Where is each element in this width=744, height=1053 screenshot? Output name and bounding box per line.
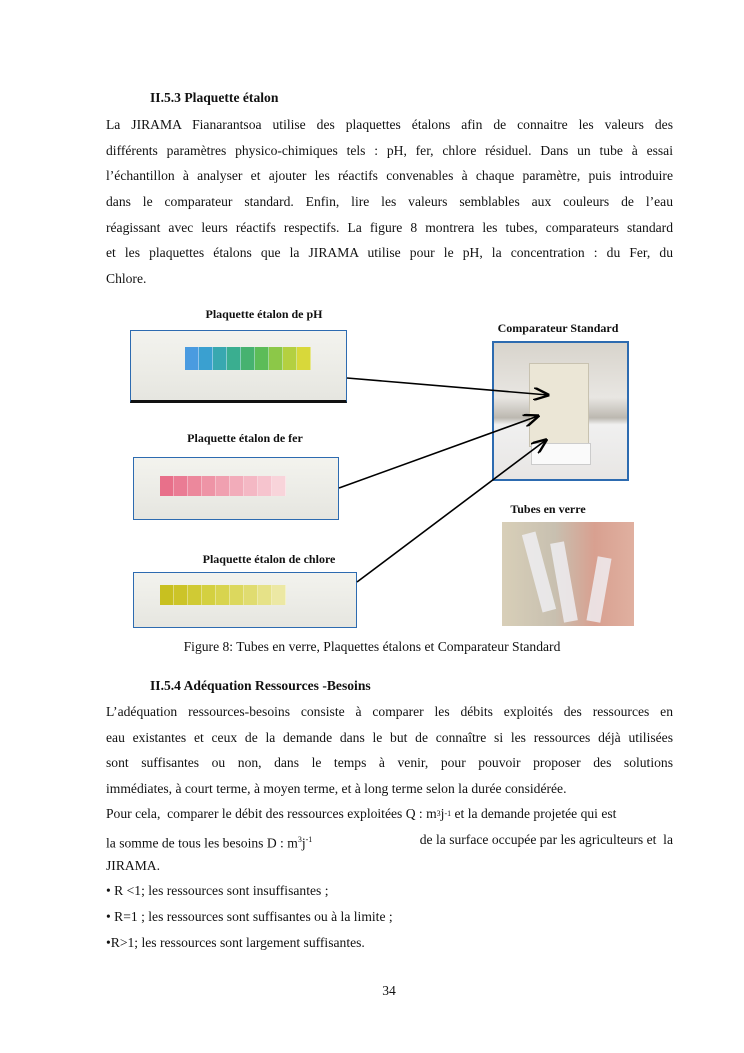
superscript: -1 — [444, 809, 452, 818]
paragraph-line: eau existantes et ceux de la demande dans le but de connaître si les ressources déjà utilisées — [106, 730, 673, 745]
text: j — [301, 835, 306, 851]
superscript: -1 — [305, 835, 313, 844]
paragraph-line: Chlore. — [106, 271, 147, 286]
label-chlore: Plaquette étalon de chlore — [202, 552, 336, 566]
paragraph-line: l’échantillon à analyser et ajouter les réactifs convenables à chaque paramètre, puis introduire — [106, 168, 673, 183]
label-tubes: Tubes en verre — [510, 502, 586, 516]
paragraph-line: et les plaquettes étalons que la JIRAMA utilise pour le pH, la concentration : du Fer, du — [106, 245, 673, 260]
label-comparateur: Comparateur Standard — [497, 321, 619, 335]
paragraph-line: réagissant avec leurs réactifs respectifs. La figure 8 montrera les tubes, comparateurs standard — [106, 220, 673, 235]
figure-caption: Figure 8: Tubes en verre, Plaquettes étalons et Comparateur Standard — [183, 639, 561, 654]
text: la somme de tous les besoins D : m — [106, 835, 298, 851]
superscript: 3 — [436, 809, 441, 818]
arrow-ph — [347, 378, 548, 395]
section-heading: II.5.3 Plaquette étalon — [150, 90, 279, 105]
paragraph-line: sont suffisantes ou non, dans le temps à venir, pour pouvoir proposer des solutions — [106, 755, 673, 770]
section-heading: II.5.4 Adéquation Ressources -Besoins — [150, 678, 371, 693]
bullet-item: • R=1 ; les ressources sont suffisantes ou à la limite ; — [106, 909, 393, 924]
paragraph-line: L’adéquation ressources-besoins consiste à comparer les débits exploités des ressources en — [106, 704, 673, 719]
text: de la surface occupée par les agriculteurs et la — [416, 832, 673, 847]
paragraph-line: différents paramètres physico-chimiques tels : pH, fer, chlore résiduel. Dans un tube à essai — [106, 143, 673, 158]
label-fer: Plaquette étalon de fer — [187, 431, 303, 445]
paragraph-line: La JIRAMA Fianarantsoa utilise des plaquettes étalons afin de connaitre les valeurs des — [106, 117, 673, 132]
bullet-item: •R>1; les ressources sont largement suffisantes. — [106, 935, 365, 950]
label-ph: Plaquette étalon de pH — [205, 307, 323, 321]
text: Pour cela, comparer le débit des ressources exploitées Q : m — [106, 806, 437, 821]
text: et la demande projetée qui est — [451, 806, 617, 821]
paragraph-line: JIRAMA. — [106, 858, 161, 873]
page-number: 34 — [382, 983, 396, 998]
paragraph-line — [106, 832, 673, 852]
bullet-item: • R <1; les ressources sont insuffisantes ; — [106, 883, 329, 898]
paragraph-line — [106, 806, 673, 822]
paragraph-line: immédiates, à court terme, à moyen terme, et à long terme selon la durée considérée. — [106, 781, 567, 796]
text: j — [440, 806, 445, 821]
arrow-chlore — [357, 440, 546, 582]
superscript: 3 — [297, 835, 302, 844]
paragraph-line: dans le comparateur standard. Enfin, lire les valeurs semblables aux couleurs de l’eau — [106, 194, 673, 209]
arrow-fer — [339, 416, 538, 488]
